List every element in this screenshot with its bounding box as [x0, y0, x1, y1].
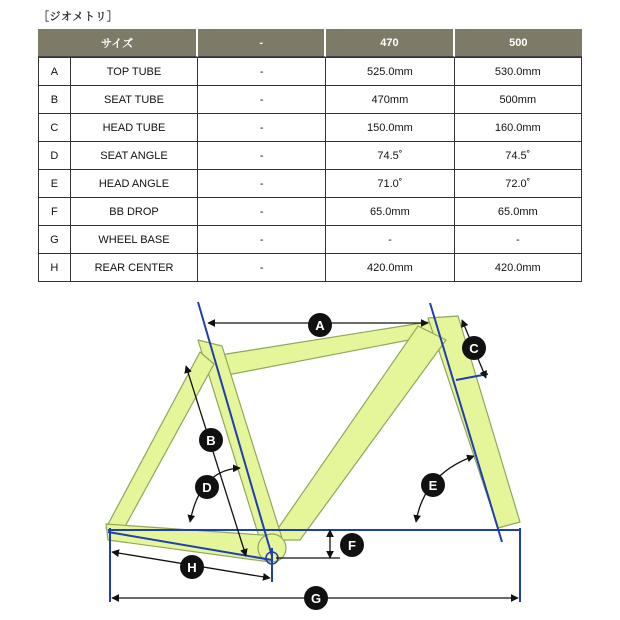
badge-a: [308, 313, 332, 337]
row-value-500: 500mm: [455, 86, 582, 114]
badge-g-label: G: [310, 591, 322, 606]
row-name: WHEEL BASE: [71, 226, 198, 254]
row-name: TOP TUBE: [71, 57, 198, 86]
row-letter: G: [38, 226, 71, 254]
row-value-470: -: [326, 226, 454, 254]
row-value-500: 74.5˚: [455, 142, 582, 170]
row-name: REAR CENTER: [71, 254, 198, 282]
badge-b-label: B: [206, 433, 216, 448]
badge-d: [195, 475, 219, 499]
row-letter: B: [38, 86, 71, 114]
row-value-470: 150.0mm: [326, 114, 454, 142]
row-value-470: 65.0mm: [326, 198, 454, 226]
row-name: BB DROP: [71, 198, 198, 226]
row-dash: -: [198, 142, 326, 170]
row-dash: -: [198, 198, 326, 226]
badge-e: [421, 473, 445, 497]
badge-h: [180, 555, 204, 579]
badge-e-label: E: [428, 478, 438, 493]
head-tube-axis: [430, 303, 502, 542]
badge-b: [199, 428, 223, 452]
row-value-470: 470mm: [326, 86, 454, 114]
row-value-500: 160.0mm: [455, 114, 582, 142]
row-letter: A: [38, 57, 71, 86]
row-value-470: 420.0mm: [326, 254, 454, 282]
row-value-470: 525.0mm: [326, 57, 454, 86]
row-dash: -: [198, 226, 326, 254]
header-size-470: 470: [326, 29, 454, 57]
row-name: HEAD TUBE: [71, 114, 198, 142]
row-value-500: 420.0mm: [455, 254, 582, 282]
header-size-500: 500: [455, 29, 582, 57]
row-dash: -: [198, 86, 326, 114]
badge-a-label: A: [315, 318, 325, 333]
row-name: HEAD ANGLE: [71, 170, 198, 198]
row-value-470: 71.0˚: [326, 170, 454, 198]
row-letter: F: [38, 198, 71, 226]
row-value-470: 74.5˚: [326, 142, 454, 170]
badge-f: [340, 533, 364, 557]
row-value-500: 65.0mm: [455, 198, 582, 226]
row-letter: C: [38, 114, 71, 142]
row-dash: -: [198, 254, 326, 282]
row-value-500: -: [455, 226, 582, 254]
row-letter: E: [38, 170, 71, 198]
badge-c-label: C: [469, 341, 479, 356]
bike-frame: [106, 316, 520, 562]
header-size-label: サイズ: [38, 29, 198, 57]
row-name: SEAT ANGLE: [71, 142, 198, 170]
badge-f-label: F: [348, 538, 356, 553]
seat-stay-shape: [106, 352, 214, 532]
row-dash: -: [198, 57, 326, 86]
row-name: SEAT TUBE: [71, 86, 198, 114]
row-value-500: 530.0mm: [455, 57, 582, 86]
row-letter: H: [38, 254, 71, 282]
badge-h-label: H: [187, 560, 197, 575]
row-value-500: 72.0˚: [455, 170, 582, 198]
row-letter: D: [38, 142, 71, 170]
header-dash: -: [198, 29, 326, 57]
row-dash: -: [198, 114, 326, 142]
page-heading: ［ジオメトリ］: [38, 11, 119, 23]
badge-g: [304, 586, 328, 610]
badge-d-label: D: [202, 480, 212, 495]
row-dash: -: [198, 170, 326, 198]
badge-c: [462, 336, 486, 360]
